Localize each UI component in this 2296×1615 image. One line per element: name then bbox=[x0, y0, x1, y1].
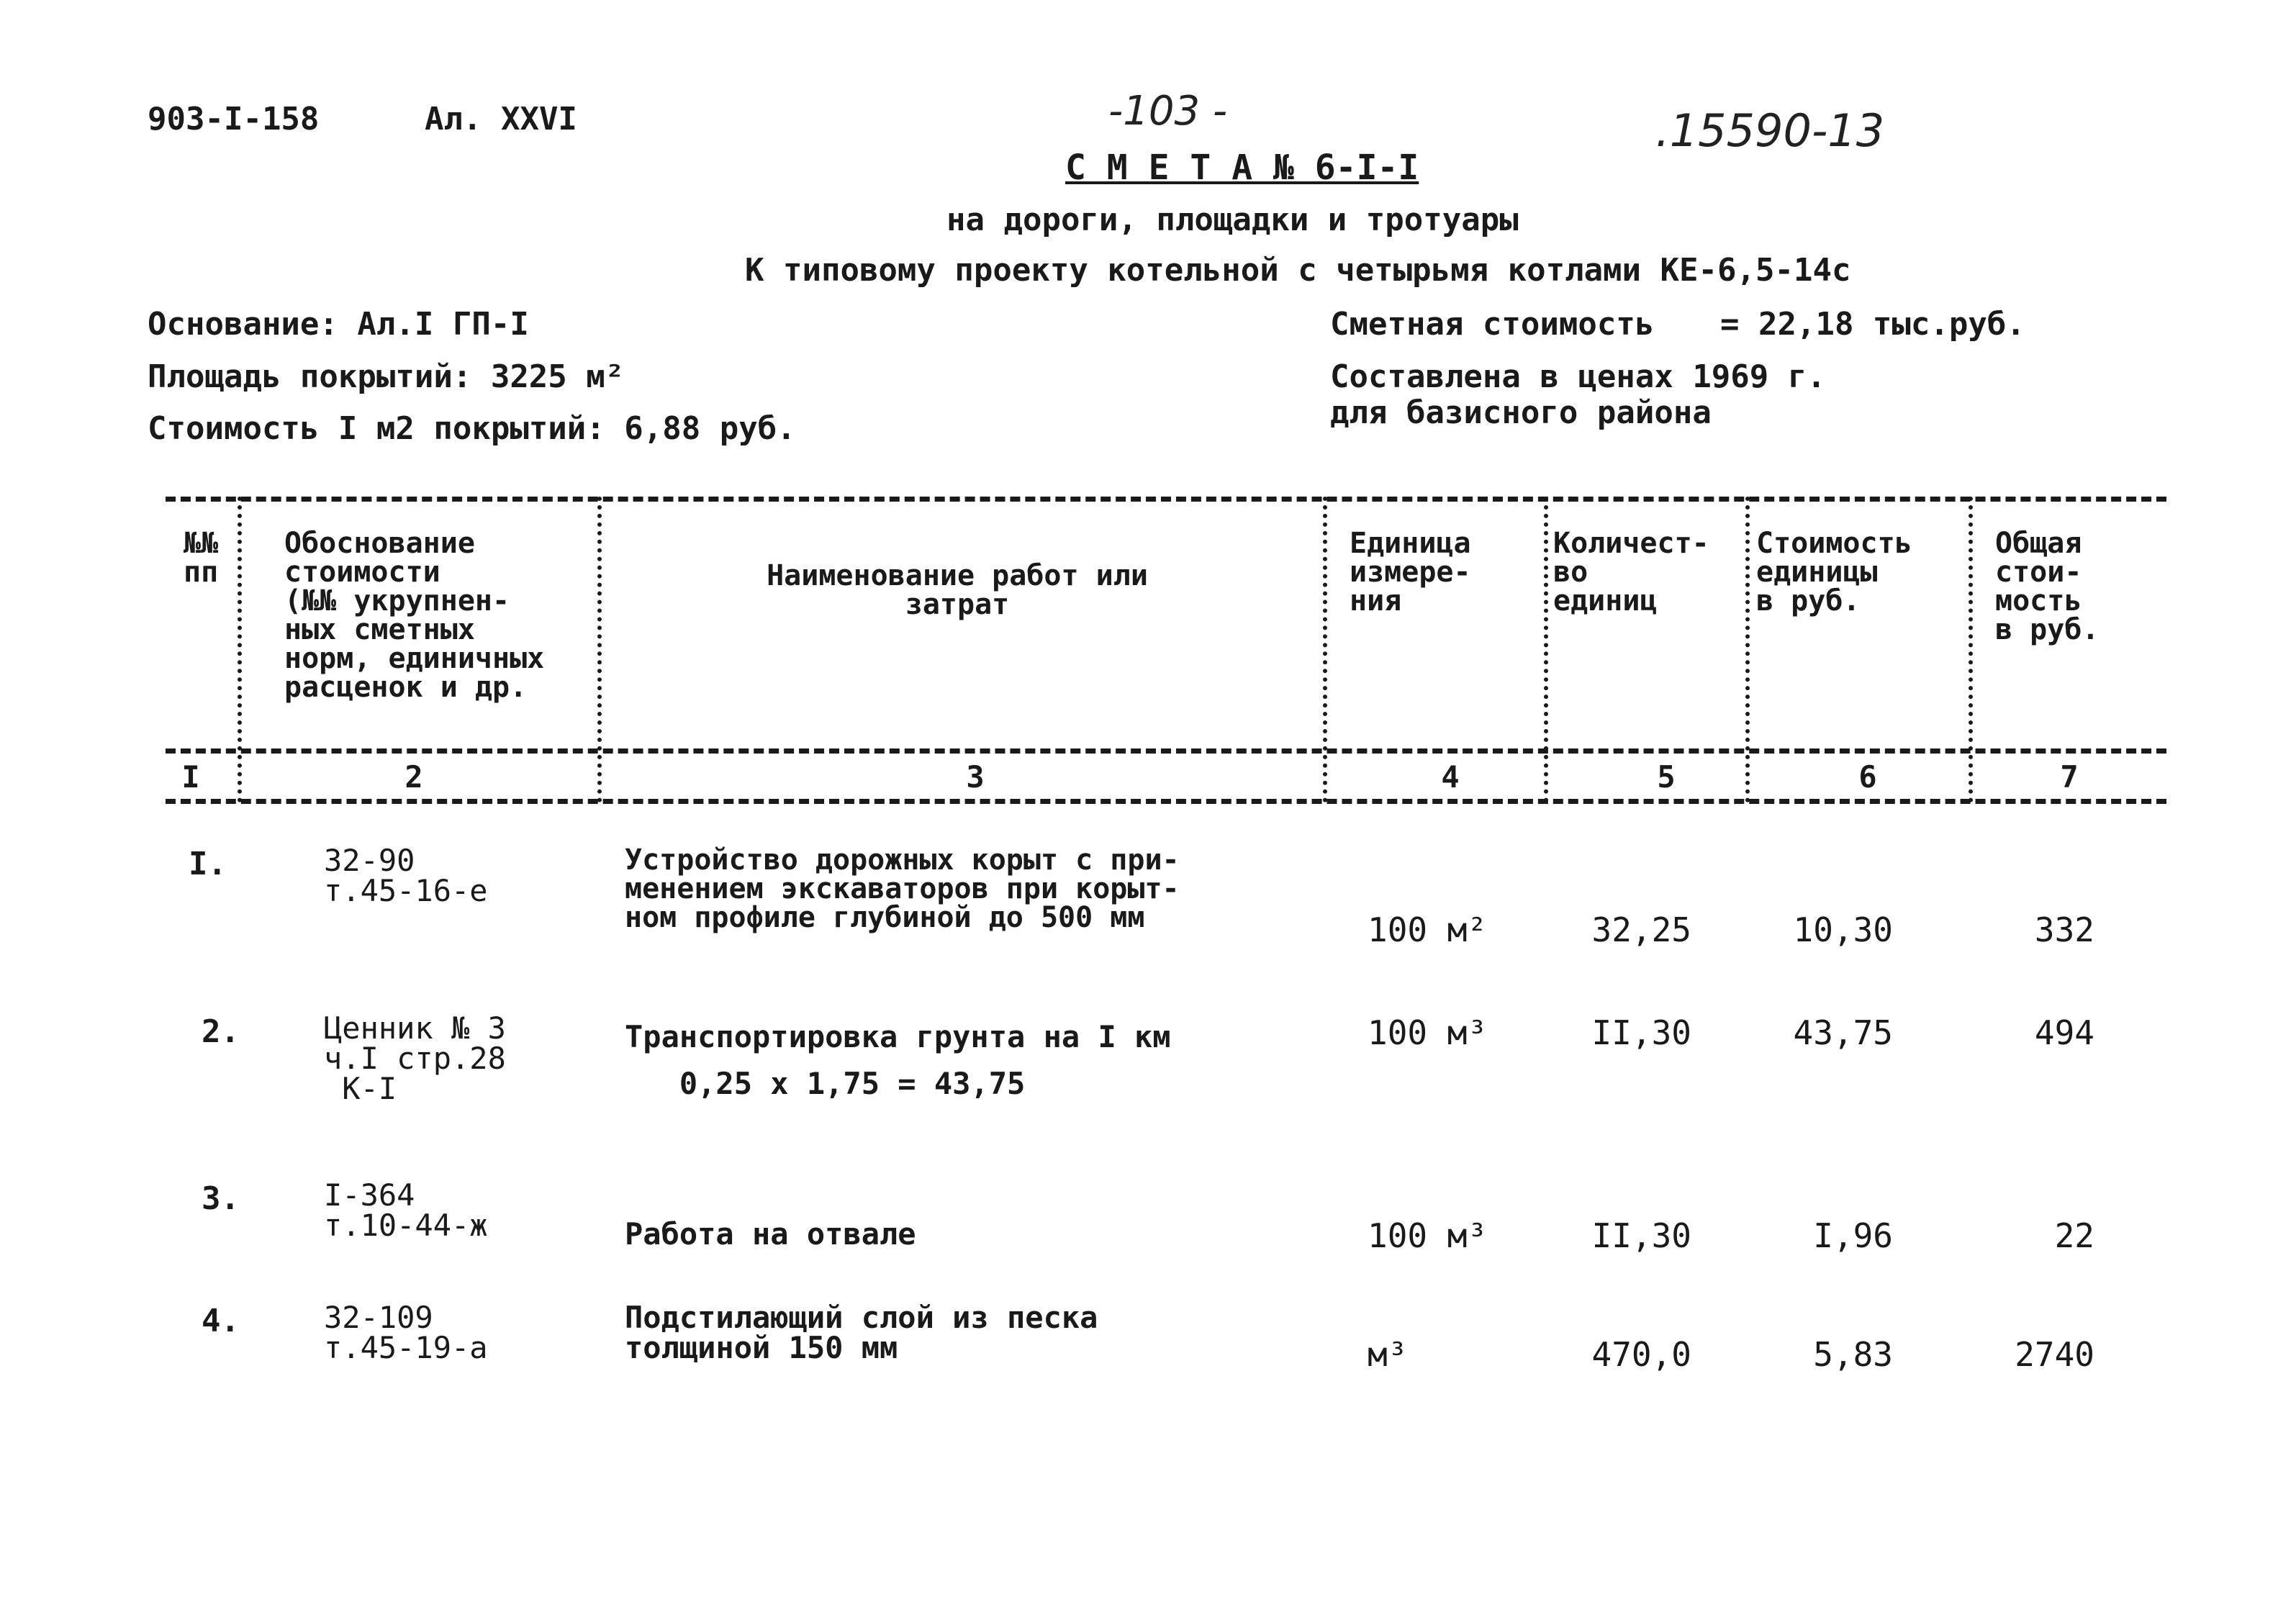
row-unit-price: I,96 bbox=[1813, 1216, 1893, 1255]
table-colnum-rule bbox=[166, 799, 2166, 804]
header-col-quantity: Количест- во единиц bbox=[1553, 527, 1709, 618]
row-work-name: Работа на отвале bbox=[625, 1216, 916, 1252]
colnum-6: 6 bbox=[1858, 759, 1877, 795]
unit-cost-line: Стоимость I м2 покрытий: 6,88 руб. bbox=[148, 410, 796, 447]
row-unit: 100 м³ bbox=[1368, 1013, 1488, 1052]
column-divider bbox=[1323, 497, 1327, 802]
estimate-label: Сметная стоимость bbox=[1330, 306, 1655, 343]
row-total: 494 bbox=[2034, 1013, 2094, 1052]
row-total: 332 bbox=[2034, 910, 2094, 949]
colnum-1: I bbox=[181, 759, 200, 795]
region-line: для базисного района bbox=[1330, 394, 1712, 431]
row-quantity: II,30 bbox=[1591, 1013, 1691, 1052]
row-total: 22 bbox=[2054, 1216, 2094, 1255]
basis-line: Основание: Ал.I ГП-I bbox=[148, 306, 529, 343]
column-divider bbox=[1544, 497, 1548, 802]
row-work-name: Подстилающий слой из песка толщиной 150 мм bbox=[625, 1300, 1098, 1365]
column-divider bbox=[597, 497, 602, 802]
colnum-2: 2 bbox=[404, 759, 423, 795]
column-divider bbox=[1969, 497, 1973, 802]
header-col-number: №№ пп bbox=[184, 527, 219, 589]
row-work-name: Транспортировка грунта на I км 0,25 х 1,75 = 43,75 bbox=[625, 1019, 1171, 1102]
colnum-5: 5 bbox=[1657, 759, 1676, 795]
column-divider bbox=[1745, 497, 1750, 802]
row-basis: 32-90 т.45-16-е bbox=[324, 843, 488, 908]
document-code: 903-I-158 bbox=[148, 101, 320, 137]
colnum-7: 7 bbox=[2060, 759, 2079, 795]
row-unit: 100 м³ bbox=[1368, 1216, 1488, 1255]
row-work-name: Устройство дорожных корыт с при- менением экскаваторов при корыт- ном профиле глубиной до 500 мм bbox=[625, 843, 1180, 934]
row-unit-price: 5,83 bbox=[1813, 1335, 1893, 1374]
handwritten-note: .15590-13 bbox=[1655, 104, 1885, 157]
album-number: Ал. XXVI bbox=[425, 101, 577, 137]
row-number: 4. bbox=[202, 1303, 240, 1339]
area-line: Площадь покрытий: 3225 м² bbox=[148, 358, 625, 395]
row-number: I. bbox=[189, 846, 227, 882]
row-total: 2740 bbox=[2015, 1335, 2094, 1374]
row-number: 2. bbox=[202, 1013, 240, 1050]
row-quantity: 470,0 bbox=[1591, 1335, 1691, 1374]
page-number: -103 - bbox=[1108, 88, 1228, 135]
row-unit-price: 43,75 bbox=[1793, 1013, 1893, 1052]
document-title: С М Е Т А № 6-I-I bbox=[1065, 148, 1419, 188]
header-col-total: Общая стои- мость в руб. bbox=[1995, 527, 2100, 646]
header-col-unit-price: Стоимость единицы в руб. bbox=[1756, 527, 1912, 618]
colnum-4: 4 bbox=[1441, 759, 1460, 795]
table-header-rule bbox=[166, 748, 2166, 754]
project-line: К типовому проекту котельной с четырьмя котлами КЕ-6,5-14с bbox=[745, 252, 1851, 289]
header-col-basis: Обоснование стоимости (№№ укрупнен- ных сметных норм, единичных расценок и др. bbox=[284, 527, 545, 704]
row-basis: 32-109 т.45-19-а bbox=[324, 1300, 488, 1365]
row-unit: 100 м² bbox=[1368, 910, 1488, 949]
row-unit-price: 10,30 bbox=[1793, 910, 1893, 949]
header-col-name: Наименование работ или затрат bbox=[767, 559, 1148, 621]
column-divider bbox=[238, 497, 242, 802]
header-col-unit: Единица измере- ния bbox=[1350, 527, 1471, 618]
prices-line: Составлена в ценах 1969 г. bbox=[1330, 358, 1826, 395]
estimate-value: = 22,18 тыс.руб. bbox=[1720, 306, 2025, 343]
row-unit: м³ bbox=[1368, 1335, 1408, 1374]
row-basis: I-364 т.10-44-ж bbox=[324, 1177, 488, 1243]
table-top-rule bbox=[166, 497, 2166, 502]
row-quantity: 32,25 bbox=[1591, 910, 1691, 949]
row-number: 3. bbox=[202, 1180, 240, 1217]
colnum-3: 3 bbox=[966, 759, 985, 795]
document-subtitle: на дороги, площадки и тротуары bbox=[946, 202, 1519, 238]
row-quantity: II,30 bbox=[1591, 1216, 1691, 1255]
row-basis: Ценник № 3 ч.I стр.28 К-I bbox=[324, 1010, 506, 1106]
